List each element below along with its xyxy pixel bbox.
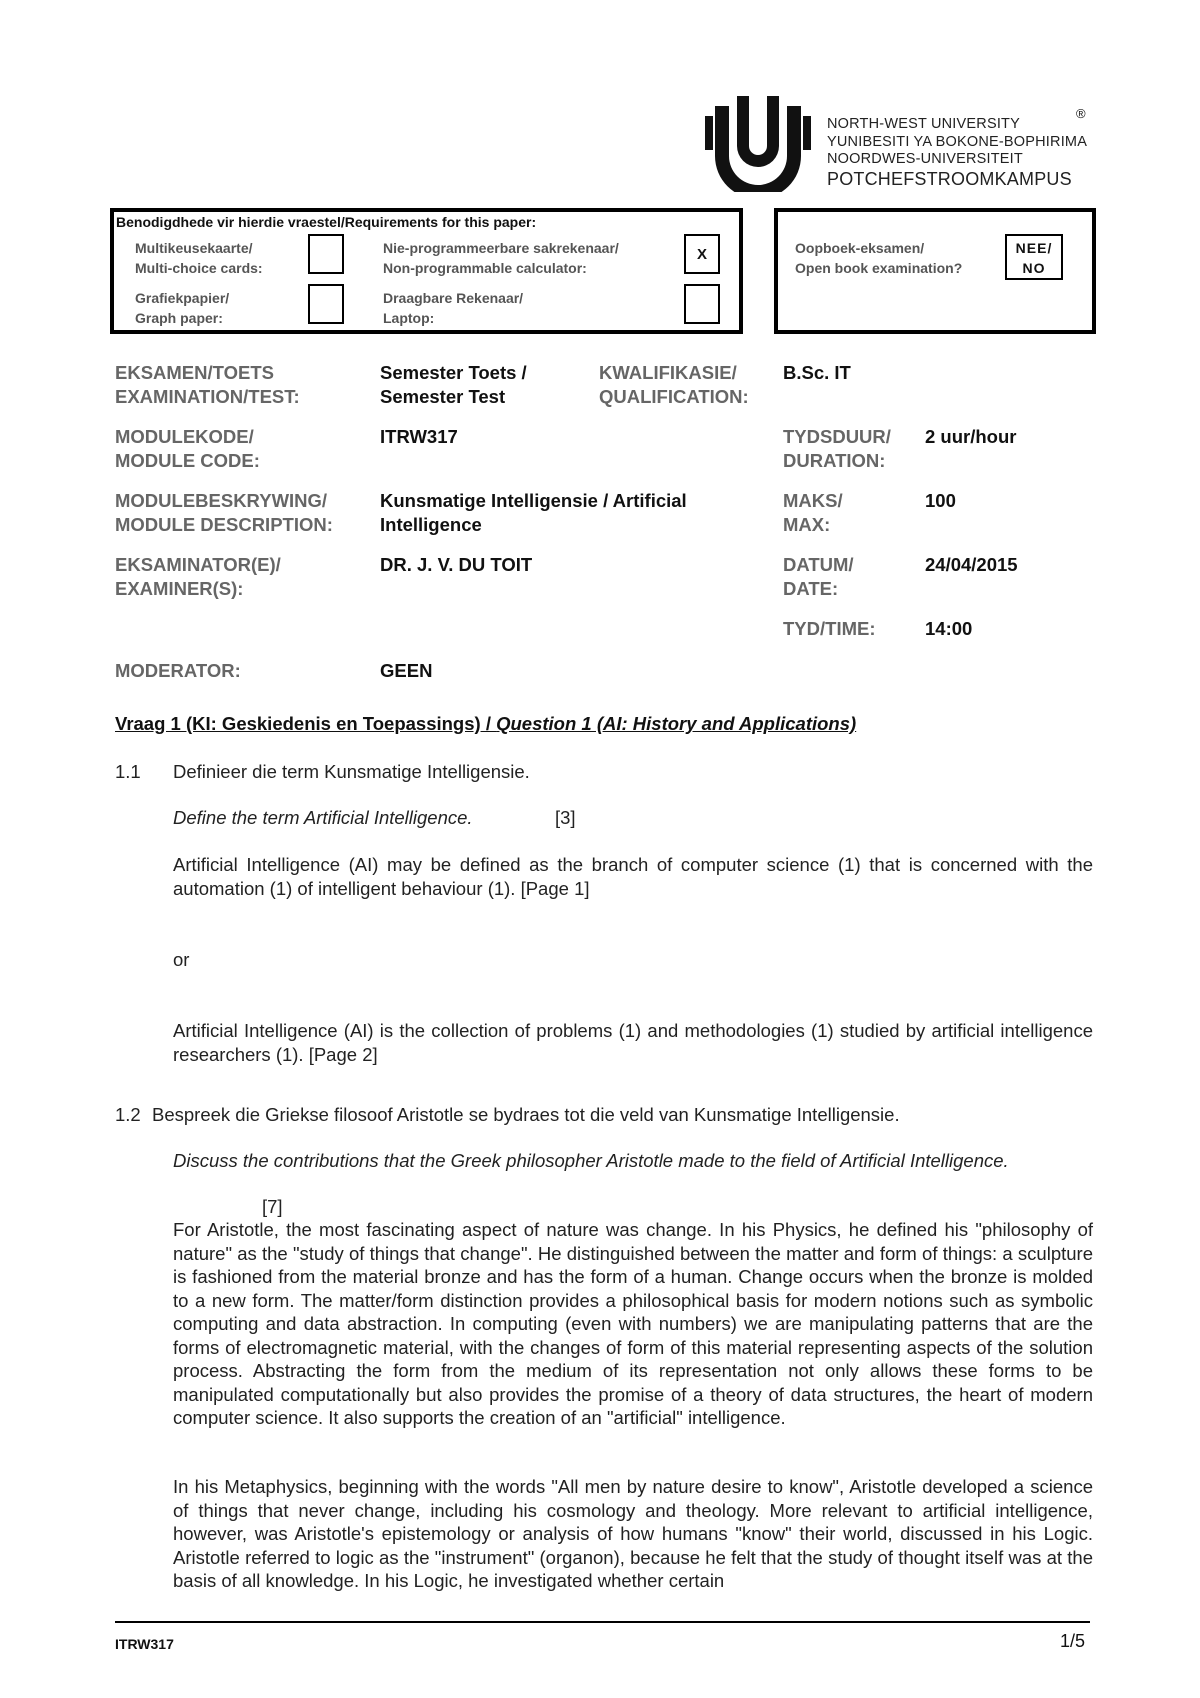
exam-type-label [115, 361, 300, 409]
duration-label-af: TYDSDUUR/ [783, 426, 891, 447]
date-value: 24/04/2015 [925, 554, 1018, 575]
question-1-heading [115, 713, 856, 735]
open-book-answer [1005, 234, 1063, 280]
max-label [783, 489, 843, 537]
module-description-value-line2: Intelligence [380, 514, 482, 535]
module-description-label-af: MODULEBESKRYWING/ [115, 490, 328, 511]
question-1-heading-en: Question 1 (AI: History and Applications) [496, 713, 857, 734]
question-1-1-number: 1.1 [115, 761, 141, 782]
multichoice-checkbox[interactable] [308, 234, 344, 274]
graph-paper-label [135, 288, 229, 328]
question-1-2-answer-paragraph-1: For Aristotle, the most fascinating aspect of nature was change. In his Physics, he defined his "philosophy of nature" as the "study of things that change". He distinguished between the matter and form of things: a sculpture is fashioned from the material bronze and has the form of a human. Change occurs when the bronze is molded to a new form. The matter/form distinction provides a philosophical basis for modern notions such as symbolic computing and data abstraction. In computing (even with numbers) we are manipulating patterns that are the forms of electromagnetic material, with the changes of form of this material representing aspects of the solution process. Abstracting the form from the medium of its representation not only allows these forms to be manipulated computationally but also provides the promise of a theory of data structures, the heart of modern computer science. It also supports the creation of an "artificial" intelligence. [173, 1219, 1093, 1428]
campus-name: POTCHEFSTROOMKAMPUS [827, 168, 1072, 189]
university-names [827, 116, 1087, 190]
graph-paper-checkbox[interactable] [308, 284, 344, 324]
max-label-af: MAKS/ [783, 490, 843, 511]
exam-type-value-en: Semester Test [380, 386, 506, 407]
exam-type-value-af: Semester Toets / [380, 362, 527, 383]
calculator-label [383, 238, 619, 278]
qualification-value: B.Sc. IT [783, 362, 851, 383]
question-1-1-marks: [3] [555, 807, 576, 828]
question-1-2-afrikaans: Bespreek die Griekse filosoof Aristotle se bydraes tot die veld van Kunsmatige Intelligensie. [152, 1104, 900, 1125]
footer-module-code: ITRW317 [115, 1636, 174, 1652]
university-name-en: NORTH-WEST UNIVERSITY [827, 116, 1020, 132]
university-logo [705, 86, 811, 192]
qualification-label-en: QUALIFICATION: [599, 386, 749, 407]
qualification-label [599, 361, 749, 409]
module-description-value-line1: Kunsmatige Intelligensie / Artificial [380, 490, 687, 511]
open-book-label [795, 238, 962, 278]
graph-paper-label-af: Grafiekpapier/ [135, 290, 230, 306]
duration-value: 2 uur/hour [925, 426, 1017, 447]
multichoice-label-af: Multikeusekaarte/ [135, 240, 253, 256]
module-description-label [115, 489, 333, 537]
module-code-label-en: MODULE CODE: [115, 450, 260, 471]
calculator-label-en: Non-programmable calculator: [383, 260, 587, 276]
open-book-answer-af: NEE/ [1015, 240, 1053, 256]
max-label-en: MAX: [783, 514, 831, 535]
question-1-2-english [173, 1149, 1009, 1173]
question-1-2-english-text: Discuss the contributions that the Greek philosopher Aristotle made to the field of Artificial Intelligence. [173, 1150, 1009, 1171]
question-1-2-number: 1.2 [115, 1104, 141, 1125]
examiner-label [115, 553, 281, 601]
open-book-label-en: Open book examination? [795, 260, 963, 276]
open-book-answer-en: NO [1022, 260, 1046, 276]
exam-type-label-af: EKSAMEN/TOETS [115, 362, 274, 383]
time-value: 14:00 [925, 618, 973, 639]
question-1-1-afrikaans: Definieer die term Kunsmatige Intelligensie. [173, 761, 530, 782]
module-code-label [115, 425, 260, 473]
question-1-heading-af: Vraag 1 (KI: Geskiedenis en Toepassings) / [115, 713, 497, 734]
laptop-checkbox[interactable] [684, 284, 720, 324]
laptop-label-en: Laptop: [383, 310, 435, 326]
laptop-label-af: Draagbare Rekenaar/ [383, 290, 524, 306]
module-code-label-af: MODULEKODE/ [115, 426, 254, 447]
footer-page-number: 1/5 [1060, 1631, 1086, 1651]
module-description-label-en: MODULE DESCRIPTION: [115, 514, 333, 535]
open-book-label-af: Oopboek-eksamen/ [795, 240, 925, 256]
question-1-1-answer-a: Artificial Intelligence (AI) may be defined as the branch of computer science (1) that is concerned with the automation (1) of intelligent behaviour (1). [Page 1] [173, 854, 1093, 899]
date-label-en: DATE: [783, 578, 839, 599]
examiner-label-af: EKSAMINATOR(E)/ [115, 554, 281, 575]
module-code-value: ITRW317 [380, 426, 458, 447]
date-label-af: DATUM/ [783, 554, 854, 575]
moderator-value: GEEN [380, 660, 433, 681]
graph-paper-label-en: Graph paper: [135, 310, 223, 326]
time-label: TYD/TIME: [783, 618, 876, 639]
registered-mark: ® [1076, 106, 1086, 121]
exam-type-label-en: EXAMINATION/TEST: [115, 386, 300, 407]
duration-label [783, 425, 891, 473]
question-1-1-answer-b: Artificial Intelligence (AI) is the collection of problems (1) and methodologies (1) studied by artificial intelligence researchers (1). [Page 2] [173, 1020, 1093, 1065]
calculator-checkbox[interactable]: X [684, 234, 720, 274]
multichoice-label [135, 238, 263, 278]
question-1-2-answer-paragraph-2: In his Metaphysics, beginning with the words "All men by nature desire to know", Aristotle developed a science of things that never change, including his cosmology and theology. More relevant to artificial intelligence, however, was Aristotle's epistemology or analysis of how humans "know" their world, discussed in his Logic. Aristotle referred to logic as the "instrument" (organon), because he felt that the study of thought itself was at the basis of all knowledge. In his Logic, he investigated whether certain [173, 1476, 1093, 1591]
footer-divider [115, 1621, 1090, 1623]
university-name-af: NOORDWES-UNIVERSITEIT [827, 151, 1023, 167]
examiner-label-en: EXAMINER(S): [115, 578, 244, 599]
laptop-label [383, 288, 523, 328]
module-description-value [380, 489, 687, 537]
multichoice-label-en: Multi-choice cards: [135, 260, 263, 276]
calculator-label-af: Nie-programmeerbare sakrekenaar/ [383, 240, 619, 256]
examiner-value: DR. J. V. DU TOIT [380, 554, 533, 575]
moderator-label: MODERATOR: [115, 660, 241, 681]
requirements-title: Benodigdhede vir hierdie vraestel/Requirements for this paper: [116, 214, 537, 230]
question-1-1-english-text: Define the term Artificial Intelligence. [173, 807, 473, 828]
duration-label-en: DURATION: [783, 450, 886, 471]
question-1-1-english [173, 806, 473, 830]
question-1-2-marks: [7] [262, 1196, 283, 1217]
qualification-label-af: KWALIFIKASIE/ [599, 362, 737, 383]
university-name-tn: YUNIBESITI YA BOKONE-BOPHIRIMA [827, 133, 1088, 150]
question-1-1-or: or [173, 949, 190, 970]
exam-type-value [380, 361, 527, 409]
date-label [783, 553, 854, 601]
max-value: 100 [925, 490, 956, 511]
